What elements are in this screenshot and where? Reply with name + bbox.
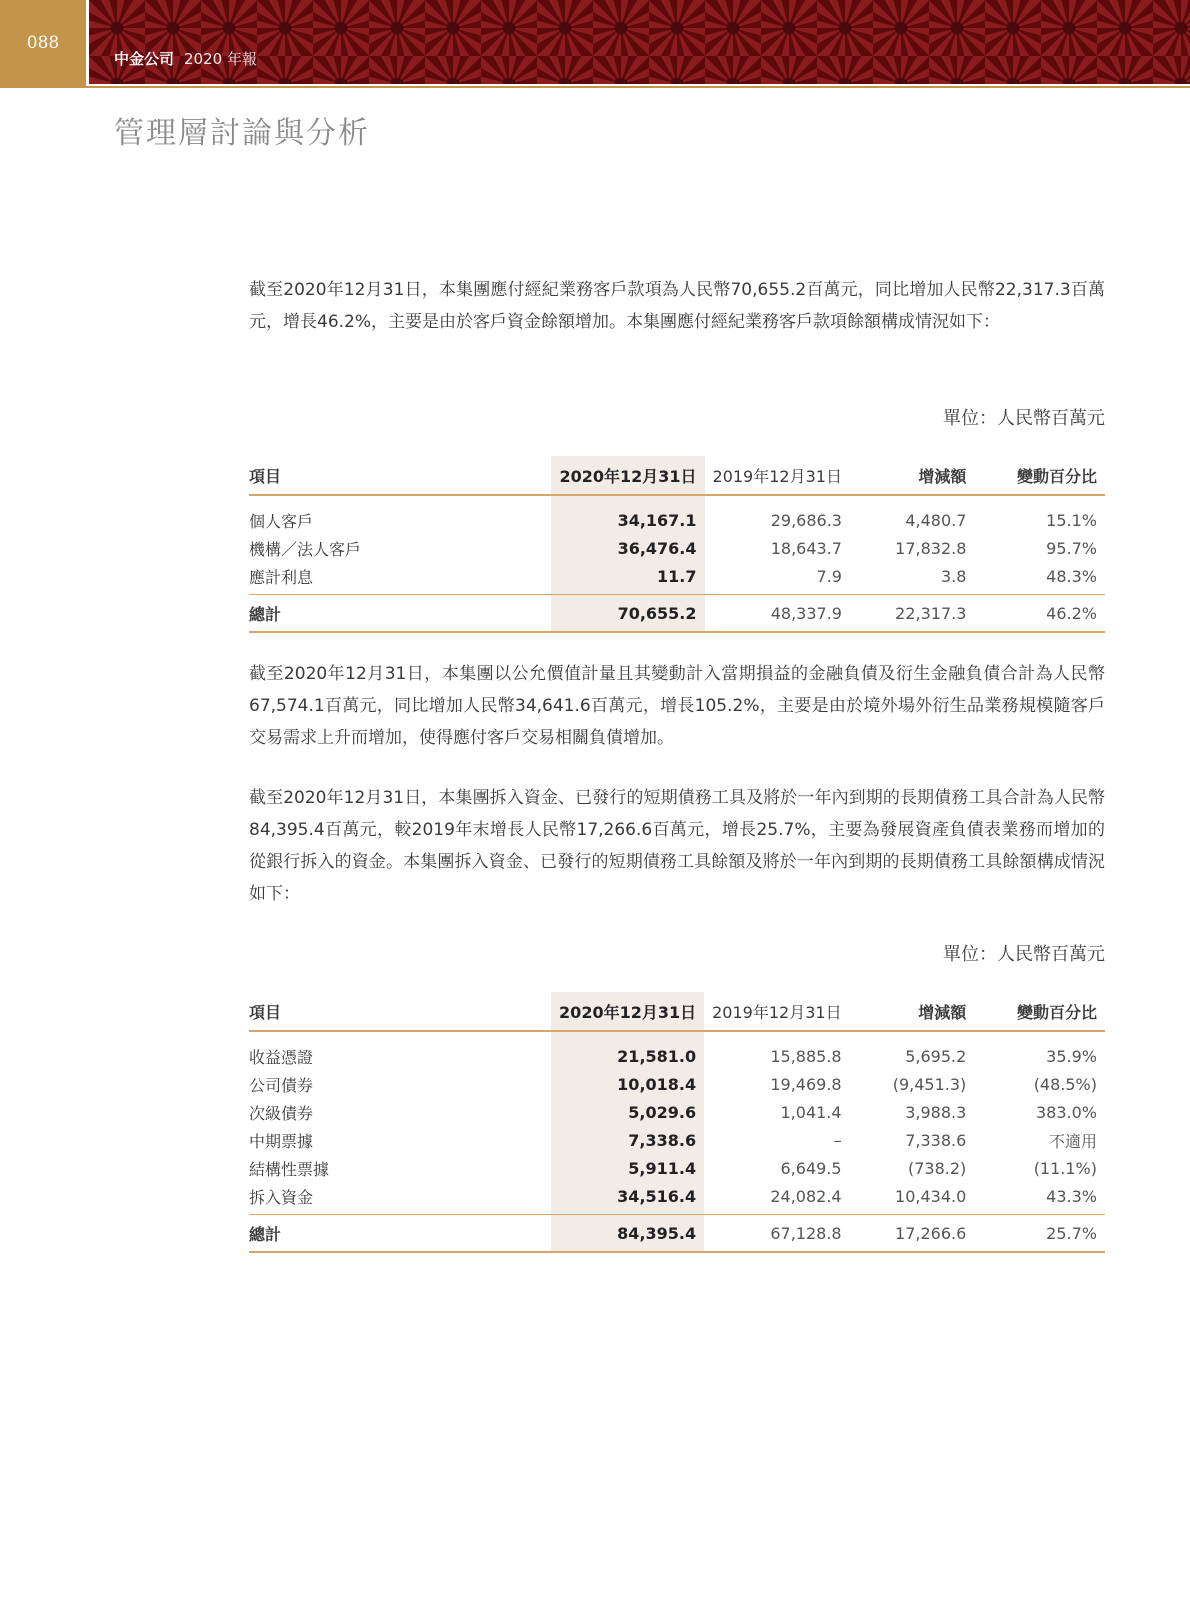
table-row (249, 1070, 1105, 1098)
value-2020: 11.7 (551, 562, 704, 595)
value-2019: – (833, 1130, 842, 1150)
value-change: (738.2) (907, 1158, 967, 1178)
value-percent: 15.1% (1046, 510, 1097, 530)
header-item: 項目 (249, 992, 551, 1031)
table-row (249, 534, 1105, 562)
row-label: 公司債券 (249, 1075, 314, 1095)
value-2019: 18,643.7 (770, 538, 842, 558)
value-change: 10,434.0 (895, 1186, 967, 1206)
header-2020: 2020年12月31日 (551, 992, 704, 1031)
value-percent: 35.9% (1046, 1046, 1097, 1066)
table-row (249, 1031, 1105, 1070)
total-percent: 46.2% (974, 595, 1105, 633)
row-label: 中期票據 (249, 1131, 314, 1151)
value-2020: 34,516.4 (551, 1182, 704, 1215)
value-percent: 不適用 (1048, 1131, 1097, 1151)
value-change: (9,451.3) (892, 1074, 967, 1094)
value-2019: 15,885.8 (770, 1046, 842, 1066)
value-2020: 21,581.0 (551, 1031, 704, 1070)
header-2019: 2019年12月31日 (704, 992, 849, 1031)
section-title: 管理層討論與分析 (114, 116, 370, 151)
header-change: 增減額 (850, 456, 974, 495)
value-percent: 43.3% (1046, 1186, 1097, 1206)
page-header (0, 0, 1190, 88)
header-divider (0, 86, 1190, 88)
paragraph-brokerage: 截至2020年12月31日，本集團應付經紀業務客戶款項為人民幣70,655.2百萬元，同比增加人民幣22,317.3百萬元，增長46.2%，主要是由於客戶資金餘額增加。本集團應付經紀業務客戶款項餘額構成情況如下： (249, 280, 1105, 332)
value-percent: (48.5%) (1033, 1074, 1097, 1094)
value-2020: 34,167.1 (551, 495, 704, 534)
row-label: 個人客戶 (249, 511, 314, 531)
table-header-row (249, 456, 1105, 495)
paragraph-borrowings: 截至2020年12月31日，本集團拆入資金、已發行的短期債務工具及將於一年內到期的長期債務工具合計為人民幣84,395.4百萬元，較2019年末增長人民幣17,266.6百萬元，增長25.7%，主要為發展資產負債表業務而增加的從銀行拆入的資金。本集團拆入資金、已發行的短期債務工具餘額及將於一年內到期的長期債務工具餘額構成情況如下： (249, 788, 1105, 904)
decorative-banner (89, 0, 1190, 84)
value-percent: 95.7% (1046, 538, 1097, 558)
table-row (249, 495, 1105, 534)
value-2019: 6,649.5 (780, 1158, 842, 1178)
table-total-row (249, 1215, 1105, 1253)
total-change: 22,317.3 (850, 595, 974, 633)
table-row (249, 1098, 1105, 1126)
value-percent: 48.3% (1046, 566, 1097, 586)
row-label: 次級債券 (249, 1103, 314, 1123)
header-2019: 2019年12月31日 (705, 456, 850, 495)
value-change: 5,695.2 (905, 1046, 967, 1066)
value-2019: 24,082.4 (770, 1186, 842, 1206)
table-total-row (249, 595, 1105, 633)
table-row (249, 1126, 1105, 1154)
total-label: 總計 (249, 1215, 551, 1253)
paragraph-financial-liabilities: 截至2020年12月31日，本集團以公允價值計量且其變動計入當期損益的金融負債及衍生金融負債合計為人民幣67,574.1百萬元，同比增加人民幣34,641.6百萬元，增長105.2%，主要是由於境外場外衍生品業務規模隨客戶交易需求上升而增加，使得應付客戶交易相關負債增加。 (249, 664, 1105, 748)
value-change: 4,480.7 (905, 510, 967, 530)
table-header-row (249, 992, 1105, 1031)
value-2019: 1,041.4 (780, 1102, 842, 1122)
header-percent: 變動百分比 (974, 456, 1105, 495)
total-2020: 70,655.2 (551, 595, 704, 633)
table-row (249, 1154, 1105, 1182)
page-number: 088 (0, 0, 86, 86)
value-change: 3,988.3 (905, 1102, 967, 1122)
total-percent: 25.7% (974, 1215, 1105, 1253)
table-row (249, 1182, 1105, 1215)
value-change: 3.8 (940, 566, 967, 586)
total-2019: 48,337.9 (705, 595, 850, 633)
value-2019: 7.9 (816, 566, 842, 586)
row-label: 應計利息 (249, 567, 314, 587)
row-label: 結構性票據 (249, 1159, 330, 1179)
value-percent: (11.1%) (1033, 1158, 1097, 1178)
borrowings-table (249, 992, 1105, 1253)
header-change: 增減額 (850, 992, 975, 1031)
total-label: 總計 (249, 595, 551, 633)
table-row (249, 562, 1105, 595)
value-2019: 29,686.3 (770, 510, 842, 530)
value-2020: 5,029.6 (551, 1098, 704, 1126)
value-change: 17,832.8 (895, 538, 967, 558)
brokerage-payables-table (249, 456, 1105, 633)
value-percent: 383.0% (1035, 1102, 1097, 1122)
header-percent: 變動百分比 (974, 992, 1105, 1031)
row-label: 收益憑證 (249, 1047, 314, 1067)
total-change: 17,266.6 (850, 1215, 975, 1253)
header-item: 項目 (249, 456, 551, 495)
value-2020: 10,018.4 (551, 1070, 704, 1098)
report-title (114, 48, 257, 69)
row-label: 機構／法人客戶 (249, 539, 362, 559)
value-2020: 7,338.6 (551, 1126, 704, 1154)
value-change: 7,338.6 (905, 1130, 967, 1150)
header-2020: 2020年12月31日 (551, 456, 704, 495)
total-2020: 84,395.4 (551, 1215, 704, 1253)
value-2020: 5,911.4 (551, 1154, 704, 1182)
value-2020: 36,476.4 (551, 534, 704, 562)
table1-unit: 單位：人民幣百萬元 (943, 408, 1105, 429)
total-2019: 67,128.8 (704, 1215, 849, 1253)
table2-unit: 單位：人民幣百萬元 (943, 944, 1105, 965)
row-label: 拆入資金 (249, 1187, 314, 1207)
value-2019: 19,469.8 (770, 1074, 842, 1094)
company-name: 中金公司 (114, 50, 175, 68)
report-year: 2020 年報 (184, 50, 257, 68)
